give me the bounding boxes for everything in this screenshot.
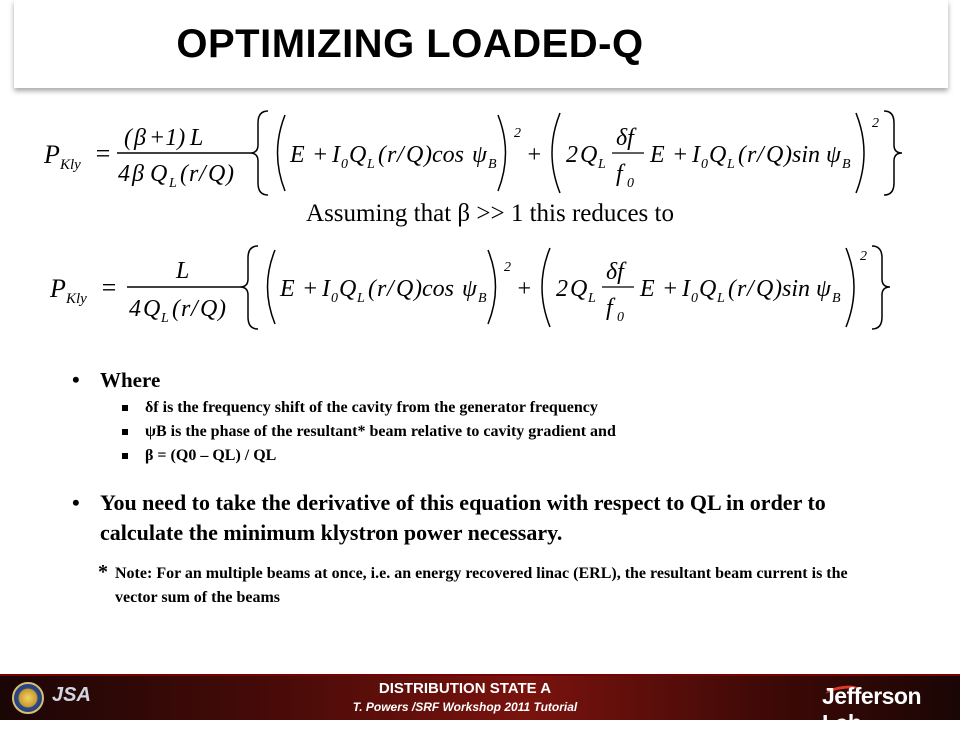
svg-text:+: + bbox=[516, 276, 533, 302]
svg-text:0: 0 bbox=[701, 157, 708, 172]
svg-text:/: / bbox=[199, 161, 206, 187]
svg-text:Q: Q bbox=[699, 276, 717, 302]
svg-text:B: B bbox=[488, 157, 497, 172]
svg-text:r: r bbox=[377, 276, 387, 302]
bullet-list bbox=[70, 366, 890, 610]
svg-text:(: ( bbox=[738, 142, 746, 168]
svg-text:): ) bbox=[226, 161, 234, 187]
svg-text:Kly: Kly bbox=[60, 157, 81, 173]
svg-text:+: + bbox=[526, 142, 543, 168]
svg-text:0: 0 bbox=[331, 291, 338, 306]
svg-text:Q: Q bbox=[143, 296, 161, 322]
svg-text:B: B bbox=[478, 291, 487, 306]
svg-text:E: E bbox=[280, 276, 295, 302]
svg-text:=: = bbox=[94, 139, 112, 168]
equation-full bbox=[0, 105, 960, 200]
svg-text:E: E bbox=[640, 276, 655, 302]
svg-text:ψ: ψ bbox=[472, 142, 487, 168]
svg-text:)cos: )cos bbox=[424, 142, 464, 168]
svg-text:Q: Q bbox=[200, 296, 218, 322]
svg-text:0: 0 bbox=[341, 157, 348, 172]
svg-text:r: r bbox=[189, 161, 199, 187]
svg-text:Q: Q bbox=[396, 276, 414, 302]
svg-text:Q: Q bbox=[756, 276, 774, 302]
svg-text:f: f bbox=[606, 295, 613, 321]
svg-text:L: L bbox=[727, 157, 735, 172]
svg-text:Q: Q bbox=[709, 142, 727, 168]
derivative-statement: • You need to take the derivative of this equation with respect to QL in order to calculate the minimum klystron power necessary. bbox=[70, 488, 890, 548]
svg-text:(: ( bbox=[180, 161, 188, 187]
definition-item: ψB is the phase of the resultant* beam relative to cavity gradient and bbox=[120, 420, 890, 444]
svg-text:/: / bbox=[387, 276, 394, 302]
footnote-star: * bbox=[98, 561, 108, 583]
svg-text:L: L bbox=[598, 157, 606, 172]
svg-text:E: E bbox=[290, 142, 305, 168]
svg-text:B: B bbox=[832, 291, 841, 306]
svg-text:ψ: ψ bbox=[816, 276, 831, 302]
svg-text:I: I bbox=[332, 142, 340, 168]
svg-text:Kly: Kly bbox=[66, 291, 87, 307]
svg-text:δf: δf bbox=[616, 125, 634, 151]
where-heading: • Where bbox=[70, 366, 890, 394]
svg-text:(: ( bbox=[124, 125, 132, 151]
svg-text:E: E bbox=[650, 142, 665, 168]
svg-text:Q: Q bbox=[406, 142, 424, 168]
svg-text:/: / bbox=[747, 276, 754, 302]
svg-text:r: r bbox=[737, 276, 747, 302]
svg-text:2: 2 bbox=[566, 142, 578, 168]
svg-text:/: / bbox=[397, 142, 404, 168]
svg-text:f: f bbox=[616, 161, 623, 187]
svg-text:β: β bbox=[134, 125, 146, 151]
svg-text:L: L bbox=[367, 157, 375, 172]
svg-text:I: I bbox=[322, 276, 330, 302]
svg-text:+: + bbox=[672, 142, 689, 168]
svg-text:δf: δf bbox=[606, 259, 624, 285]
svg-text:Q: Q bbox=[580, 142, 598, 168]
equation-reduced bbox=[0, 242, 960, 337]
svg-text:L: L bbox=[169, 176, 177, 191]
footnote-text: Note: For an multiple beams at once, i.e. an energy recovered linac (ERL), the resultant beam current is the vector sum of the beams bbox=[115, 565, 848, 606]
svg-text:2: 2 bbox=[514, 126, 521, 141]
svg-text:=: = bbox=[100, 273, 118, 302]
svg-text:L: L bbox=[588, 291, 596, 306]
svg-text:P: P bbox=[50, 274, 66, 303]
svg-text:ψ: ψ bbox=[462, 276, 477, 302]
svg-text:P: P bbox=[44, 140, 60, 169]
svg-text:(: ( bbox=[728, 276, 736, 302]
jsa-logo: JSA bbox=[52, 684, 91, 706]
footnote bbox=[98, 562, 890, 610]
svg-text:+: + bbox=[312, 142, 329, 168]
svg-text:Q: Q bbox=[339, 276, 357, 302]
svg-text:r: r bbox=[747, 142, 757, 168]
svg-text:2: 2 bbox=[504, 260, 511, 275]
svg-text:0: 0 bbox=[691, 291, 698, 306]
svg-text:r: r bbox=[181, 296, 191, 322]
svg-text:(: ( bbox=[172, 296, 180, 322]
svg-text:+: + bbox=[302, 276, 319, 302]
svg-text:ψ: ψ bbox=[826, 142, 841, 168]
svg-text:I: I bbox=[682, 276, 690, 302]
svg-text:L: L bbox=[717, 291, 725, 306]
svg-text:B: B bbox=[842, 157, 851, 172]
svg-text:Q: Q bbox=[208, 161, 226, 187]
svg-text:)sin: )sin bbox=[774, 276, 810, 302]
svg-text:4: 4 bbox=[118, 161, 130, 187]
svg-text:4: 4 bbox=[129, 296, 141, 322]
svg-text:(: ( bbox=[368, 276, 376, 302]
definition-item: δf is the frequency shift of the cavity from the generator frequency bbox=[120, 396, 890, 420]
svg-text:Q: Q bbox=[570, 276, 588, 302]
assumption-text: Assuming that β >> 1 this reduces to bbox=[306, 200, 674, 227]
svg-text:I: I bbox=[692, 142, 700, 168]
jefferson-lab-logo: Jefferson Lab bbox=[822, 683, 922, 736]
svg-text:)cos: )cos bbox=[414, 276, 454, 302]
svg-text:Q: Q bbox=[349, 142, 367, 168]
svg-text:0: 0 bbox=[617, 310, 624, 325]
svg-text:2: 2 bbox=[872, 116, 879, 131]
svg-text:r: r bbox=[387, 142, 397, 168]
svg-text:+1): +1) bbox=[149, 125, 186, 151]
definition-list bbox=[120, 396, 890, 468]
distribution-statement: DISTRIBUTION STATE A bbox=[378, 680, 552, 697]
svg-text:+: + bbox=[662, 276, 679, 302]
svg-text:Q: Q bbox=[766, 142, 784, 168]
svg-text:L: L bbox=[190, 125, 204, 151]
svg-text:(: ( bbox=[378, 142, 386, 168]
svg-text:β Q: β Q bbox=[132, 161, 168, 187]
footer bbox=[0, 676, 960, 736]
svg-text:L: L bbox=[161, 311, 169, 326]
svg-text:0: 0 bbox=[627, 176, 634, 191]
svg-text:/: / bbox=[757, 142, 764, 168]
svg-text:): ) bbox=[218, 296, 226, 322]
svg-text:L: L bbox=[176, 258, 190, 284]
credit-line: T. Powers /SRF Workshop 2011 Tutorial bbox=[352, 700, 578, 714]
equation-reduced-svg bbox=[0, 242, 960, 337]
definition-item: β = (Q0 – QL) / QL bbox=[120, 444, 890, 468]
svg-text:/: / bbox=[191, 296, 198, 322]
svg-text:)sin: )sin bbox=[784, 142, 820, 168]
equation-full-svg bbox=[0, 105, 960, 200]
svg-text:2: 2 bbox=[556, 276, 568, 302]
svg-text:L: L bbox=[357, 291, 365, 306]
slide-title: OPTIMIZING LOADED-Q bbox=[176, 22, 644, 66]
svg-text:2: 2 bbox=[860, 249, 867, 264]
